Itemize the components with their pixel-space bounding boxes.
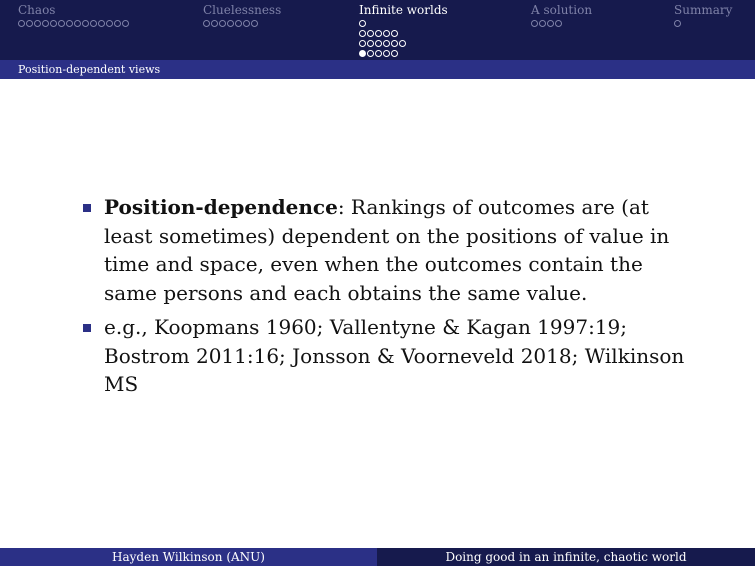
nav-slide-dot[interactable] — [122, 20, 129, 27]
nav-dot-row — [359, 38, 448, 48]
subsection-bar — [0, 60, 755, 79]
nav-slide-dot[interactable] — [66, 20, 73, 27]
nav-slide-dot[interactable] — [359, 20, 366, 27]
nav-slide-dot[interactable] — [98, 20, 105, 27]
nav-dot-row — [203, 18, 281, 28]
nav-slide-dot[interactable] — [367, 50, 374, 57]
nav-slide-dot[interactable] — [359, 30, 366, 37]
section-navigation — [0, 0, 755, 60]
nav-dots — [531, 18, 592, 28]
bullet-item — [80, 313, 700, 399]
slide-content — [80, 193, 700, 405]
nav-dots — [674, 18, 732, 28]
nav-slide-dot[interactable] — [375, 50, 382, 57]
nav-slide-dot[interactable] — [674, 20, 681, 27]
nav-slide-dot[interactable] — [555, 20, 562, 27]
nav-slide-dot[interactable] — [203, 20, 210, 27]
footer — [0, 548, 755, 566]
bullet-bold-term: Position-dependence — [104, 195, 338, 219]
nav-section-title[interactable]: A solution — [531, 3, 593, 17]
bullet-item — [80, 193, 700, 307]
nav-slide-dot[interactable] — [539, 20, 546, 27]
nav-section-cluelessness[interactable] — [203, 3, 281, 28]
nav-slide-dot[interactable] — [375, 40, 382, 47]
nav-section-a-solution[interactable] — [531, 3, 592, 28]
nav-slide-dot[interactable] — [375, 30, 382, 37]
nav-section-infinite-worlds[interactable] — [359, 3, 448, 58]
subsection-title: Position-dependent views — [18, 63, 161, 76]
nav-dots — [359, 18, 448, 58]
bullet-text: : Rankings of outcomes are (at least sometimes) dependent on the positions of value in time and space, even when the outcomes contain the same persons and each obtains the same value. — [104, 195, 670, 305]
nav-slide-dot[interactable] — [50, 20, 57, 27]
nav-slide-dot[interactable] — [391, 30, 398, 37]
nav-section-title[interactable]: Summary — [674, 3, 733, 17]
nav-section-chaos[interactable] — [18, 3, 130, 28]
nav-slide-dot[interactable] — [42, 20, 49, 27]
nav-slide-dot[interactable] — [90, 20, 97, 27]
nav-dot-row — [531, 18, 592, 28]
footer-title: Doing good in an infinite, chaotic world — [377, 548, 755, 566]
nav-slide-dot[interactable] — [391, 40, 398, 47]
nav-slide-dot[interactable] — [383, 30, 390, 37]
nav-slide-dot[interactable] — [367, 30, 374, 37]
nav-slide-dot[interactable] — [18, 20, 25, 27]
nav-slide-dot[interactable] — [383, 50, 390, 57]
nav-slide-dot[interactable] — [235, 20, 242, 27]
nav-slide-dot[interactable] — [211, 20, 218, 27]
nav-slide-dot[interactable] — [367, 40, 374, 47]
nav-slide-dot[interactable] — [82, 20, 89, 27]
nav-dot-row — [359, 18, 448, 28]
nav-slide-dot[interactable] — [251, 20, 258, 27]
nav-dots — [203, 18, 281, 28]
nav-slide-dot[interactable] — [383, 40, 390, 47]
square-bullet-icon — [83, 324, 91, 332]
nav-slide-dot[interactable] — [114, 20, 121, 27]
nav-dot-row — [359, 28, 448, 38]
nav-slide-dot[interactable] — [74, 20, 81, 27]
square-bullet-icon — [83, 204, 91, 212]
nav-slide-dot[interactable] — [34, 20, 41, 27]
nav-dot-row — [18, 18, 130, 28]
nav-slide-dot[interactable] — [227, 20, 234, 27]
nav-section-title[interactable]: Infinite worlds — [359, 3, 448, 17]
nav-section-summary[interactable] — [674, 3, 732, 28]
nav-slide-dot[interactable] — [547, 20, 554, 27]
nav-section-title[interactable]: Cluelessness — [203, 3, 282, 17]
nav-slide-dot[interactable] — [219, 20, 226, 27]
nav-section-title[interactable]: Chaos — [18, 3, 56, 17]
nav-dot-row — [674, 18, 732, 28]
nav-slide-dot[interactable] — [106, 20, 113, 27]
bullet-text: e.g., Koopmans 1960; Vallentyne & Kagan 1997:19; Bostrom 2011:16; Jonsson & Voorneveld 2018; Wilkinson MS — [104, 315, 685, 396]
nav-slide-dot[interactable] — [531, 20, 538, 27]
nav-dots — [18, 18, 130, 28]
nav-slide-dot[interactable] — [243, 20, 250, 27]
nav-slide-dot[interactable] — [359, 40, 366, 47]
footer-author: Hayden Wilkinson (ANU) — [0, 548, 377, 566]
nav-slide-dot[interactable] — [26, 20, 33, 27]
nav-slide-dot[interactable] — [391, 50, 398, 57]
nav-dot-row — [359, 48, 448, 58]
nav-slide-dot[interactable] — [399, 40, 406, 47]
nav-slide-dot[interactable] — [359, 50, 366, 57]
nav-slide-dot[interactable] — [58, 20, 65, 27]
